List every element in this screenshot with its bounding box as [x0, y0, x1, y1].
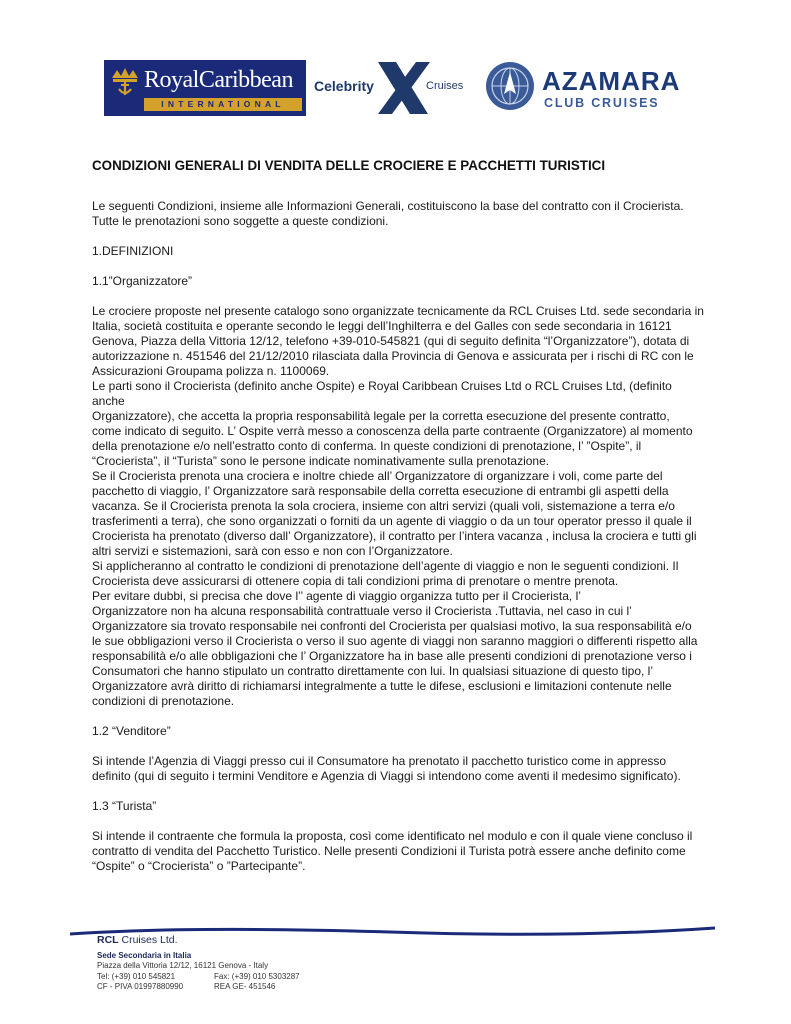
venditore-paragraph: [92, 754, 704, 784]
text-line: altri servizi e sistemazioni, sarà con esso e non con l’Organizzatore.: [92, 544, 453, 558]
intro-paragraph: [92, 199, 704, 229]
cruises-word: Cruises: [426, 80, 464, 92]
text-line: “Ospite” o “Crocierista” o ”Partecipante”.: [92, 859, 306, 873]
text-line: Organizzatore avrà diritto di richiamarsi integralmente a tutte le difese, esclusioni e limitazioni contenute nelle: [92, 679, 672, 693]
text-line: Genova, Piazza della Vittoria 12/12, telefono +39-010-545821 (qui di seguito definita “l’Organizzatore”), dotata di: [92, 334, 690, 348]
text-line: contratto di vendita del Pacchetto Turistico. Nelle presenti Condizioni il Turista potrà essere anche definito come: [92, 844, 686, 858]
footer-company: [97, 934, 417, 946]
text-line: pacchetto di viaggio, l’ Organizzatore sarà responsabile della corretta esecuzione di entrambi gli aspetti della: [92, 484, 669, 498]
text-line: Se il Crocierista prenota una crociera e inoltre chiede all’ Organizzatore di organizzare i voli, come parte del: [92, 469, 663, 483]
subsection-heading-turista: 1.3 “Turista”: [92, 799, 157, 813]
footer-tel: Tel: (+39) 010 545821: [97, 971, 176, 981]
footer-phone-row: [97, 972, 417, 983]
section-heading-definizioni: 1.DEFINIZIONI: [92, 244, 174, 258]
text-line: vacanza. Se il Crocierista prenota la sola crociera, insieme con altri servizi (quali voli, sistemazione a terra e/o: [92, 499, 675, 513]
text-line: autorizzazione n. 451546 del 21/12/2010 rilasciata dalla Provincia di Genova e assicurata per i rischi di RC con le: [92, 349, 694, 363]
footer-company-rest: Cruises Ltd.: [118, 934, 178, 946]
text-line: responsabilità e/o alle obbligazioni che l’ Organizzatore ha in base alle presenti condizioni di prenotazione verso i: [92, 649, 692, 663]
azamara-name: AZAMARA: [542, 66, 681, 96]
logo-band: [104, 60, 694, 116]
azamara-logo: [484, 60, 694, 116]
text-line: Le seguenti Condizioni, insieme alle Informazioni Generali, costituiscono la base del contratto con il Crocierista.: [92, 199, 684, 213]
text-line: definito (qui di seguito i termini Venditore e Agenzia di Viaggi si intendono come aventi il medesimo significato).: [92, 769, 681, 783]
text-line: Organizzatore non ha alcuna responsabilità contrattuale verso il Crocierista .Tuttavia, nel caso in cui l’: [92, 604, 632, 618]
footer: [97, 934, 417, 993]
text-line: Tutte le prenotazioni sono soggette a queste condizioni.: [92, 214, 389, 228]
footer-rea: REA GE- 451546: [214, 982, 276, 991]
text-line: le sue obbligazioni verso il Crocierista o verso il suo agente di viaggi non saranno maggiori o differenti rispetto alla: [92, 634, 698, 648]
text-line: come indicato di seguito. L’ Ospite verrà messo a conoscenza della parte contraente (Organizzatore) al momento: [92, 424, 693, 438]
organizzatore-paragraph: [92, 304, 704, 709]
subsection-heading-organizzatore: 1.1”Organizzatore”: [92, 274, 193, 288]
text-line: Crocierista ha prenotato (diverso dall’ Organizzatore), il contratto per l’intera vacanza , inclusa la crociera e tutti gli: [92, 529, 697, 543]
text-line: Per evitare dubbi, si precisa che dove l’’ agente di viaggio organizza tutto per il Crocierista, l’: [92, 589, 581, 603]
text-line: Si applicheranno al contratto le condizioni di prenotazione dell’agente di viaggio e non le seguenti condizioni. Il: [92, 559, 679, 573]
royal-caribbean-tagline: INTERNATIONAL: [144, 98, 302, 111]
text-line: Le crociere proposte nel presente catalogo sono organizzate tecnicamente da RCL Cruises Ltd. sede secondaria in: [92, 304, 704, 318]
text-line: Organizzatore), che accetta la propria responsabilità legale per la corretta esecuzione del presente contratto,: [92, 409, 670, 423]
text-line: Organizzatore sia trovato responsabile nei confronti del Crocierista per qualsiasi motivo, la sua responsabilità e/o: [92, 619, 692, 633]
text-line: “Crocierista”, il “Turista” sono le persone indicate nominativamente sulla prenotazione.: [92, 454, 550, 468]
footer-cf: CF - PIVA 01997880990: [97, 982, 184, 991]
crown-anchor-icon: [108, 64, 142, 98]
royal-caribbean-logo: [104, 60, 306, 116]
azamara-subtitle: CLUB CRUISES: [544, 96, 660, 110]
celebrity-x-icon: [372, 60, 434, 116]
subsection-heading-venditore: 1.2 “Venditore”: [92, 724, 171, 738]
turista-paragraph: [92, 829, 704, 874]
document-body: [92, 158, 704, 874]
footer-company-bold: RCL: [97, 934, 119, 946]
text-line: condizioni di prenotazione.: [92, 694, 235, 708]
text-line: Italia, società costituita e operante secondo le leggi dell’Inghilterra e del Galles con sede secondaria in 16121: [92, 319, 672, 333]
footer-address: Piazza della Vittoria 12/12, 16121 Genova - Italy: [97, 961, 269, 970]
globe-compass-icon: [484, 60, 536, 112]
text-line: Le parti sono il Crocierista (definito anche Ospite) e Royal Caribbean Cruises Ltd o RCL Cruises Ltd, (definito anche: [92, 379, 672, 408]
document-title: CONDIZIONI GENERALI DI VENDITA DELLE CROCIERE E PACCHETTI TURISTICI: [92, 158, 606, 173]
celebrity-cruises-logo: [312, 60, 482, 116]
celebrity-word: Celebrity: [314, 78, 374, 94]
text-line: Crocierista deve assicurarsi di ottenere copia di tali condizioni prima di prenotare o mentre prenota.: [92, 574, 619, 588]
text-line: della prenotazione e/o nell’estratto conto di conferma. In queste condizioni di prenotazione, l’ ”Ospite”, il: [92, 439, 642, 453]
text-line: trasferimenti a terra), che sono organizzati o forniti da un agente di viaggio o da un tour operator presso il quale il: [92, 514, 692, 528]
text-line: Si intende l’Agenzia di Viaggi presso cui il Consumatore ha prenotato il pacchetto turistico come in appresso: [92, 754, 667, 768]
footer-fax: Fax: (+39) 010 5303287: [214, 971, 300, 981]
text-line: Consumatori che hanno stipulato un contratto direttamente con lui. In qualsiasi situazione di questo tipo, l’: [92, 664, 653, 678]
text-line: Si intende il contraente che formula la proposta, così come identificato nel modulo e con il quale viene concluso il: [92, 829, 693, 843]
text-line: Assicurazioni Groupama polizza n. 1100069.: [92, 364, 330, 378]
royal-caribbean-name: RoyalCaribbean: [144, 67, 293, 93]
footer-ids-row: [97, 982, 417, 993]
footer-sede: Sede Secondaria in Italia: [97, 951, 192, 960]
